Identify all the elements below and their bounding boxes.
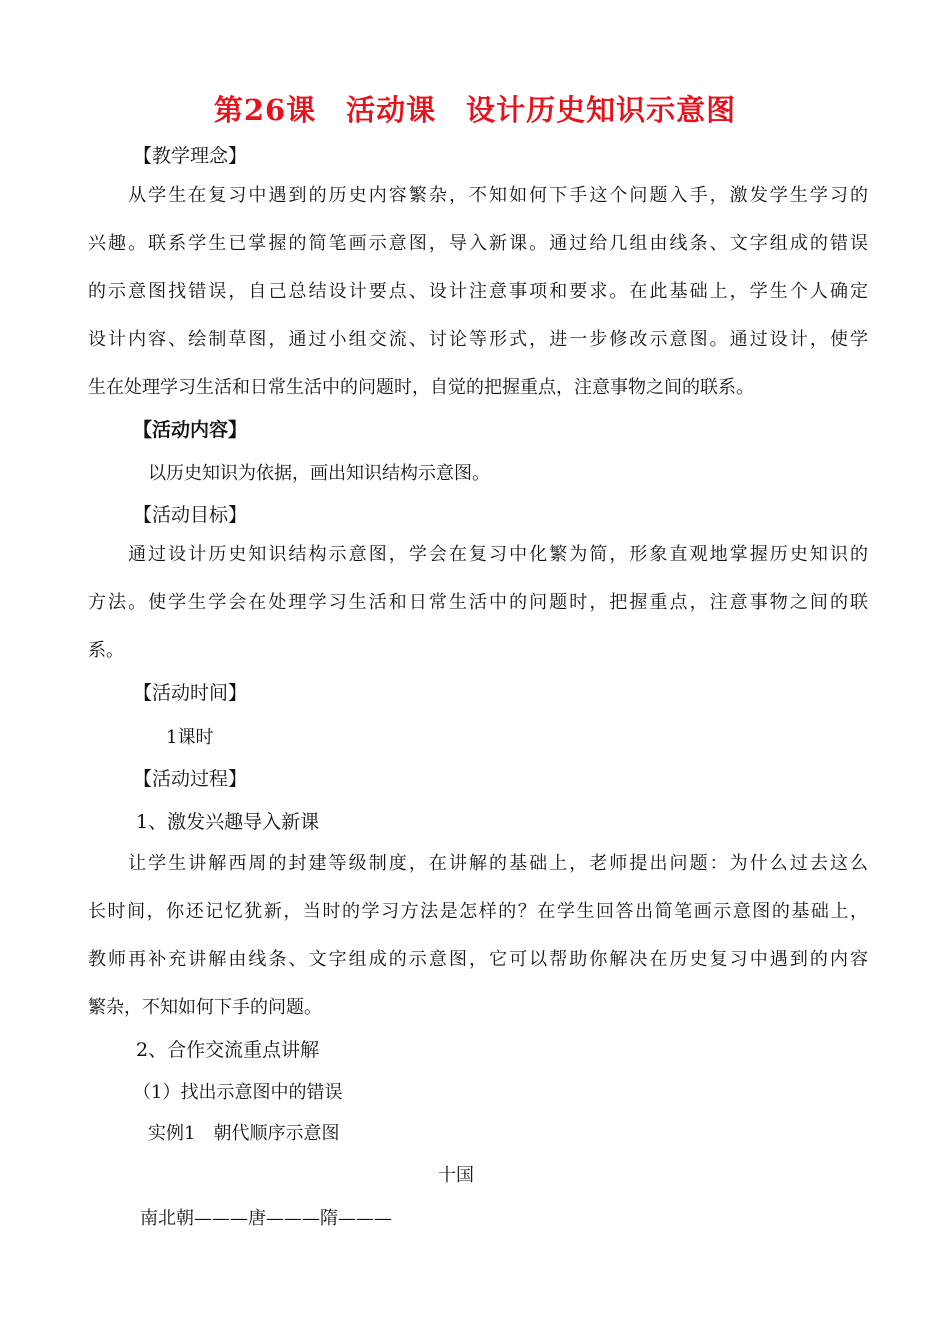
document-title: 第26课 活动课 设计历史知识示意图 [213, 93, 737, 127]
time-heading: 【活动时间】 [133, 682, 248, 704]
philosophy-line-2: 兴趣。联系学生已掌握的简笔画示意图，导入新课。通过给几组由线条、文字组成的错误 [88, 233, 868, 254]
step1-heading: 1、激发兴趣导入新课 [136, 811, 320, 833]
step1-line-3: 教师再补充讲解由线条、文字组成的示意图，它可以帮助你解决在历史复习中遇到的内容 [88, 949, 868, 970]
philosophy-heading: 【教学理念】 [133, 145, 248, 167]
goal-line-3: 系。 [88, 640, 124, 661]
goal-line-2: 方法。使学生学会在处理学习生活和日常生活中的问题时，把握重点，注意事物之间的联 [88, 592, 868, 613]
philosophy-line-3: 的示意图找错误，自己总结设计要点、设计注意事项和要求。在此基础上，学生个人确定 [88, 281, 868, 302]
diagram-dynasty-sequence: 南北朝———唐———隋——— [140, 1208, 392, 1229]
philosophy-line-5: 生在处理学习生活和日常生活中的问题时，自觉的把握重点，注意事物之间的联系。 [88, 377, 754, 398]
philosophy-paragraph [88, 172, 868, 412]
process-heading: 【活动过程】 [133, 768, 248, 790]
goal-line-1: 通过设计历史知识结构示意图，学会在复习中化繁为简，形象直观地掌握历史知识的 [88, 544, 868, 565]
goal-paragraph [88, 531, 868, 675]
philosophy-line-1: 从学生在复习中遇到的历史内容繁杂，不知如何下手这个问题入手，激发学生学习的 [88, 185, 868, 206]
time-text: 1课时 [166, 727, 214, 748]
step1-line-2: 长时间，你还记忆犹新，当时的学习方法是怎样的？在学生回答出简笔画示意图的基础上， [88, 901, 868, 922]
step1-line-1: 让学生讲解西周的封建等级制度，在讲解的基础上，老师提出问题：为什么过去这么 [88, 853, 868, 874]
example-label: 实例1 朝代顺序示意图 [148, 1123, 340, 1144]
step1-paragraph [88, 840, 868, 1032]
step1-line-4: 繁杂，不知如何下手的问题。 [88, 997, 322, 1018]
content-heading: 【活动内容】 [133, 419, 248, 441]
sub1-heading: （1）找出示意图中的错误 [133, 1082, 343, 1103]
content-text: 以历史知识为依据，画出知识结构示意图。 [148, 463, 490, 484]
philosophy-line-4: 设计内容、绘制草图，通过小组交流、讨论等形式，进一步修改示意图。通过设计，使学 [88, 329, 868, 350]
step2-heading: 2、合作交流重点讲解 [136, 1039, 320, 1061]
goal-heading: 【活动目标】 [133, 504, 248, 526]
diagram-top-label: 十国 [438, 1165, 474, 1186]
